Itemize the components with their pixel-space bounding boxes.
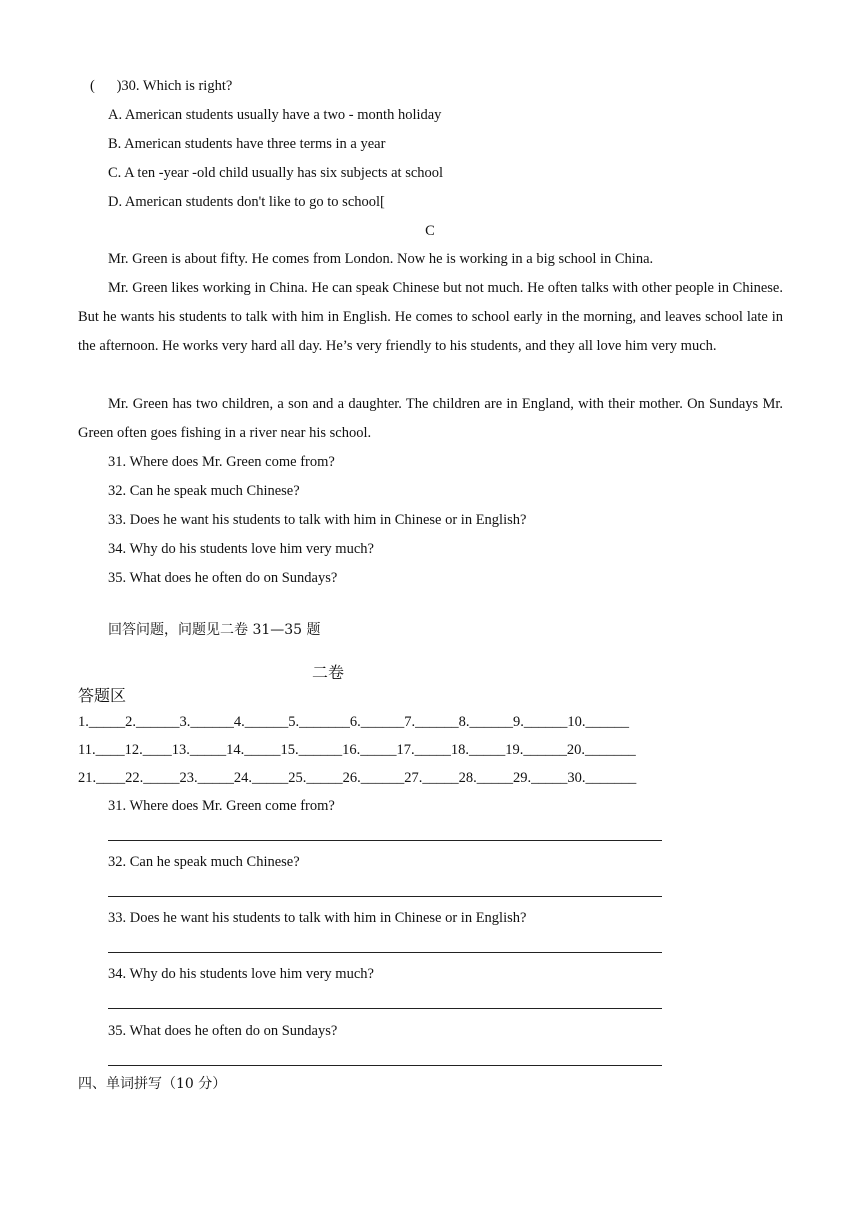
answer-line[interactable] [108,896,662,897]
passage-label: C [425,223,435,239]
q30-stem: ( )30. Which is right? [90,78,233,94]
passage-question: 31. Where does Mr. Green come from? [108,454,335,470]
q30-option-b: B. American students have three terms in a year [108,136,386,152]
volume2-question: 35. What does he often do on Sundays? [108,1023,338,1039]
passage-question: 34. Why do his students love him very much? [108,541,374,557]
answer-area-label: 答题区 [78,686,127,705]
answer-line[interactable] [108,1008,662,1009]
section4-heading: 四、单词拼写（10 分） [78,1076,227,1092]
answer-blank-row[interactable]: 1._____2.______3.______4.______5._______6.______7.______8.______9.______10.______ [78,714,629,730]
passage-paragraph: Mr. Green has two children, a son and a daughter. The children are in England, with their mother. On Sundays Mr. Green often goes fishing in a river near his school. [78,396,783,441]
answer-line[interactable] [108,952,662,953]
answer-note: 回答问题，问题见二卷 31—35 题 [108,622,321,638]
answer-line[interactable] [108,1065,662,1066]
answer-blank-row[interactable]: 21.____22._____23._____24._____25._____26.______27._____28._____29._____30._______ [78,770,637,786]
volume2-question: 32. Can he speak much Chinese? [108,854,300,870]
q30-option-a: A. American students usually have a two - month holiday [108,107,442,123]
passage-question: 35. What does he often do on Sundays? [108,570,338,586]
answer-blank-row[interactable]: 11.____12.____13._____14._____15.______16._____17._____18._____19.______20._______ [78,742,636,758]
q30-option-d: D. American students don't like to go to school[ [108,194,385,210]
passage-paragraph: Mr. Green is about fifty. He comes from London. Now he is working in a big school in China. [108,251,654,267]
volume2-question: 34. Why do his students love him very much? [108,966,374,982]
volume2-question: 31. Where does Mr. Green come from? [108,798,335,814]
answer-line[interactable] [108,840,662,841]
passage-paragraph: Mr. Green likes working in China. He can speak Chinese but not much. He often talks with other people in Chinese. But he wants his students to talk with him in English. He comes to school early in the morning, and leaves school late in the afternoon. He works very hard all day. He’s very friendly to his students, and they all love him very much. [78,280,783,354]
passage-question: 33. Does he want his students to talk with him in Chinese or in English? [108,512,527,528]
volume2-title: 二卷 [312,663,345,682]
q30-option-c: C. A ten -year -old child usually has six subjects at school [108,165,444,181]
volume2-question: 33. Does he want his students to talk with him in Chinese or in English? [108,910,527,926]
passage-question: 32. Can he speak much Chinese? [108,483,300,499]
